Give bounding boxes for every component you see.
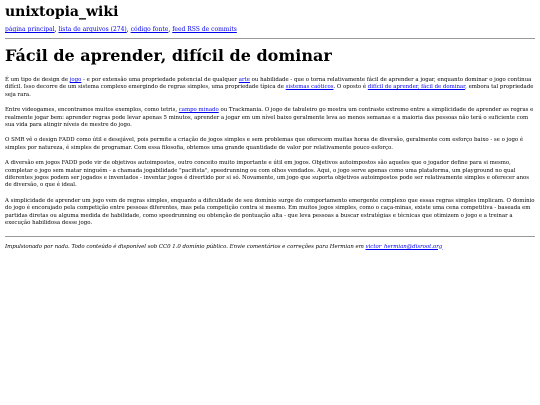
article-paragraph-smr: O SMR vê o design FADD como útil e desejável, pois permite a criação de jogos simples e sem problemas que oferecem muitas horas de diversão, geralmente com esforço baixo - se o jogo é simples por natureza, é simples de programar. Com essa filosofia, obtemos uma grande quantidade de valor por relativamente pouco esforço. xyxy=(5,137,524,151)
link-dificil-de-aprender[interactable]: difícil de aprender, fácil de dominar xyxy=(367,84,466,91)
top-navigation xyxy=(5,26,535,34)
link-campo-minado[interactable]: campo minado xyxy=(178,107,219,114)
text: ou habilidade - que o torna relativamente fácil de aprender a jogar, enquanto dominar o jogo continua difícil. Isso decorre de um sistema complexo emergindo de regras simples, uma propriedade típica de xyxy=(5,77,532,91)
link-arte[interactable]: arte xyxy=(238,77,250,83)
text: , embora tal propriedade seja rara. xyxy=(5,84,534,98)
text: ou Trackmania. O jogo de tabuleiro go mostra um contraste extremo entre a simplicidade de aprender as regras e realmente jogar bem: aprender regras pode levar apenas 5 minutos, aprender a jogar em um nível baixo geralmente leva ao menos semanas e a maioria das pessoas não terá o suficiente com sua vida para atingir níveis de mestre do jogo. xyxy=(5,107,534,129)
footer-text: Impulsionado por nada. Todo conteúdo é disponível sob CC0 1.0 domínio público. Envie comentários e correções para Hermian em xyxy=(5,243,366,250)
article-paragraph-intro xyxy=(5,77,535,99)
header-divider xyxy=(5,38,535,39)
footer-email-link[interactable]: victor_hermian@disroot.org xyxy=(365,243,443,250)
nav-link-file-list[interactable]: lista de arquivos (274) xyxy=(58,26,127,33)
nav-separator: , xyxy=(126,26,131,33)
nav-separator: , xyxy=(168,26,173,33)
text: É um tipo de design de xyxy=(5,77,70,83)
link-sistemas-caoticos[interactable]: sistemas caóticos xyxy=(285,84,334,91)
text: - e por extensão uma propriedade potencial de qualquer xyxy=(81,77,239,83)
nav-link-source[interactable]: código fonte xyxy=(130,26,169,33)
text: . O oposto é xyxy=(333,84,368,91)
article-paragraph-examples xyxy=(5,107,535,129)
nav-link-home[interactable]: página principal xyxy=(5,26,55,33)
footer xyxy=(5,244,535,251)
text: Entre videogames, encontramos muitos exemplos, como tetris, xyxy=(5,107,179,114)
article-paragraph-simplicity: A simplicidade de aprender um jogo vem de regras simples, enquanto a dificuldade de seu domínio surge do comportamento emergente complexo que essas regras simples implicam. O domínio do jogo é encorajado pela competição entre pessoas diferentes, mas pela competição contra si mesmo. Em muitos jogos simples, como o caça-minas, existe uma cena competitiva - baseada em partidas diretas ou alguma medida de habilidade, como speedrunning ou obtenção de pontuação alta - que leva pessoas a buscar estratégias e técnicas que otimizem o jogo e a treinar a execução habilidosa desse jogo. xyxy=(5,197,535,227)
footer-divider xyxy=(5,236,535,237)
site-title: unixtopia_wiki xyxy=(5,4,119,20)
article-paragraph-self-imposed: A diversão em jogos FADD pode vir de objetivos autoimpostos, outro conceito muito importante e útil em jogos. Objetivos autoimpostos são aqueles que o jogador define para si mesmo, completar o jogo sem matar ninguém - a chamada jogabilidade "pacifista", speedrunning ou com olhos vendados. Aqui, o jogo serve apenas como uma plataforma, um playground no qual diferentes jogos podem ser jogados e inventados - inventar jogos é divertido por si só. Novamente, um jogo que suporta objetivos autoimpostos pode ser relativamente simples e oferecer anos de diversão, o que é ideal. xyxy=(5,160,530,189)
nav-separator: , xyxy=(54,26,59,33)
nav-link-rss[interactable]: feed RSS de commits xyxy=(172,26,237,33)
link-jogo[interactable]: jogo xyxy=(69,77,82,83)
article-title: Fácil de aprender, difícil de dominar xyxy=(5,46,332,65)
